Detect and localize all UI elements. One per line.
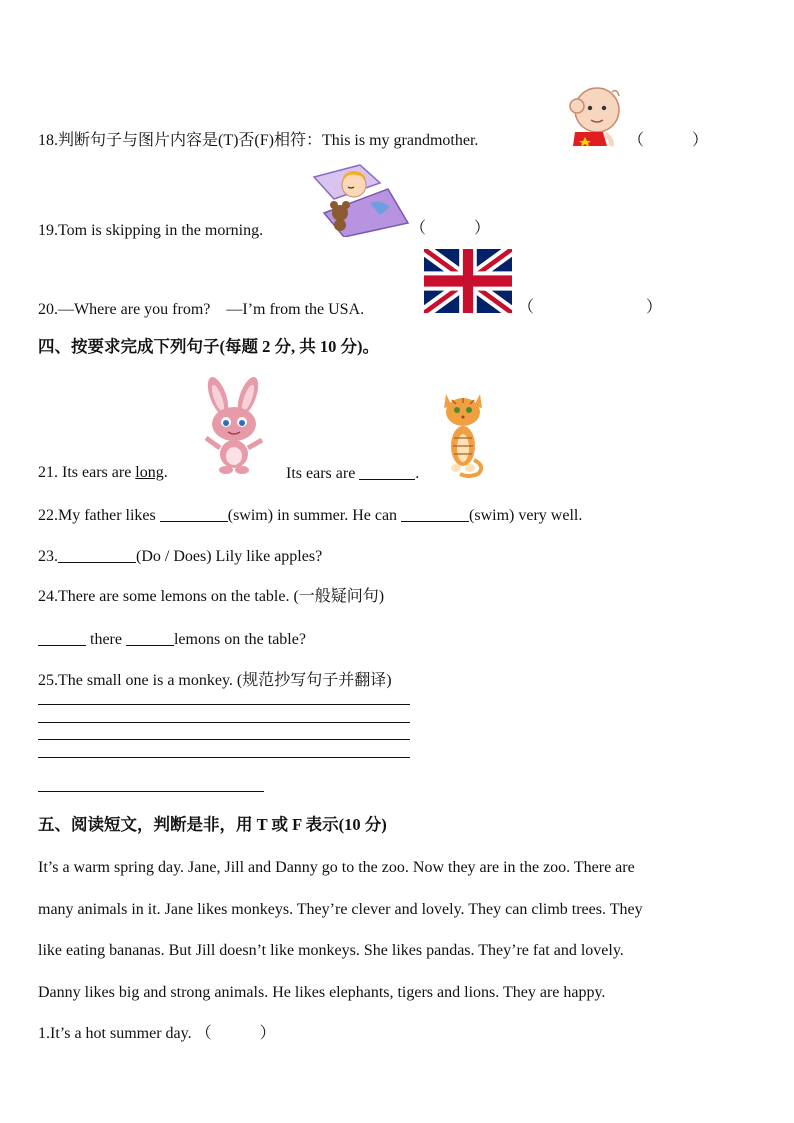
question-21-part2-text: Its ears are [286,465,356,482]
question-24: 24.There are some lemons on the table. (一般疑问句) [38,588,385,605]
reading-question-1-answer-paren[interactable]: （ ） [195,1025,276,1042]
question-23 [38,546,322,567]
question-21-part2 [286,463,419,484]
question-20 [38,300,364,320]
question-21-suffix: . [163,464,168,481]
question-22-text-c: (swim) very well. [469,507,583,524]
writing-line-1[interactable] [38,704,410,705]
reading-passage [38,847,758,1013]
bunny-picture [196,376,272,476]
question-18-answer-paren[interactable]: （ ） [628,132,709,149]
question-24-blank-2[interactable] [126,629,174,646]
writing-line-4[interactable] [38,757,410,758]
passage-line: It’s a warm spring day. Jane, Jill and Danny go to the zoo. Now they are in the zoo. There are [38,859,635,876]
question-23-blank[interactable] [58,546,136,563]
question-20-answer-paren[interactable]: （ ） [518,299,663,316]
question-24-blank-1[interactable] [38,629,86,646]
sleeping-boy-picture [310,163,410,237]
passage-line: Danny likes big and strong animals. He likes elephants, tigers and lions. They are happy. [38,983,606,1001]
question-22-blank-1[interactable] [160,505,228,522]
question-19 [38,221,263,241]
question-21-answer-blank[interactable] [359,463,415,480]
question-21-underlined-word: long [135,464,164,481]
question-24-answer-line [38,629,306,650]
section-4-title: 四、按要求完成下列句子(每题 2 分, 共 10 分)。 [38,337,379,356]
question-21 [38,463,168,483]
reading-question-1-text: 1.It’s a hot summer day. [38,1025,192,1042]
grandmother-baby-picture [557,82,629,148]
writing-line-3[interactable] [38,739,410,740]
cat-picture [438,388,488,478]
passage-line: like eating bananas. But Jill doesn’t like monkeys. She likes pandas. They’re fat and lovely. [38,942,624,959]
question-22-blank-2[interactable] [401,505,469,522]
question-23-text: (Do / Does) Lily like apples? [136,548,323,565]
question-22-text-a: 22.My father likes [38,507,156,524]
question-22-text-b: (swim) in summer. He can [227,507,398,524]
question-19-text: 19.Tom is skipping in the morning. [38,222,264,239]
question-25: 25.The small one is a monkey. (规范抄写句子并翻译) [38,672,392,689]
writing-line-2[interactable] [38,722,410,723]
question-22 [38,505,582,526]
uk-flag-picture [424,249,512,313]
question-21-prefix: 21. Its ears are [38,464,136,481]
question-24-mid-text: there [90,631,122,648]
section-5-title: 五、阅读短文，判断是非，用 T 或 F 表示(10 分) [38,815,387,834]
passage-line: many animals in it. Jane likes monkeys. They’re clever and lovely. They can climb trees. They [38,900,643,918]
reading-question-1 [38,1024,276,1044]
question-19-answer-paren[interactable]: （ ） [410,220,491,237]
question-21-end: . [415,465,420,482]
question-23-number: 23. [38,548,58,565]
translation-line[interactable] [38,791,264,792]
question-20-text: 20.—Where are you from? —I’m from the USA. [38,301,365,318]
question-18 [38,131,478,151]
question-24-end-text: lemons on the table? [173,631,306,648]
question-18-text: 18.判断句子与图片内容是(T)否(F)相符：This is my grandmother. [38,132,479,149]
